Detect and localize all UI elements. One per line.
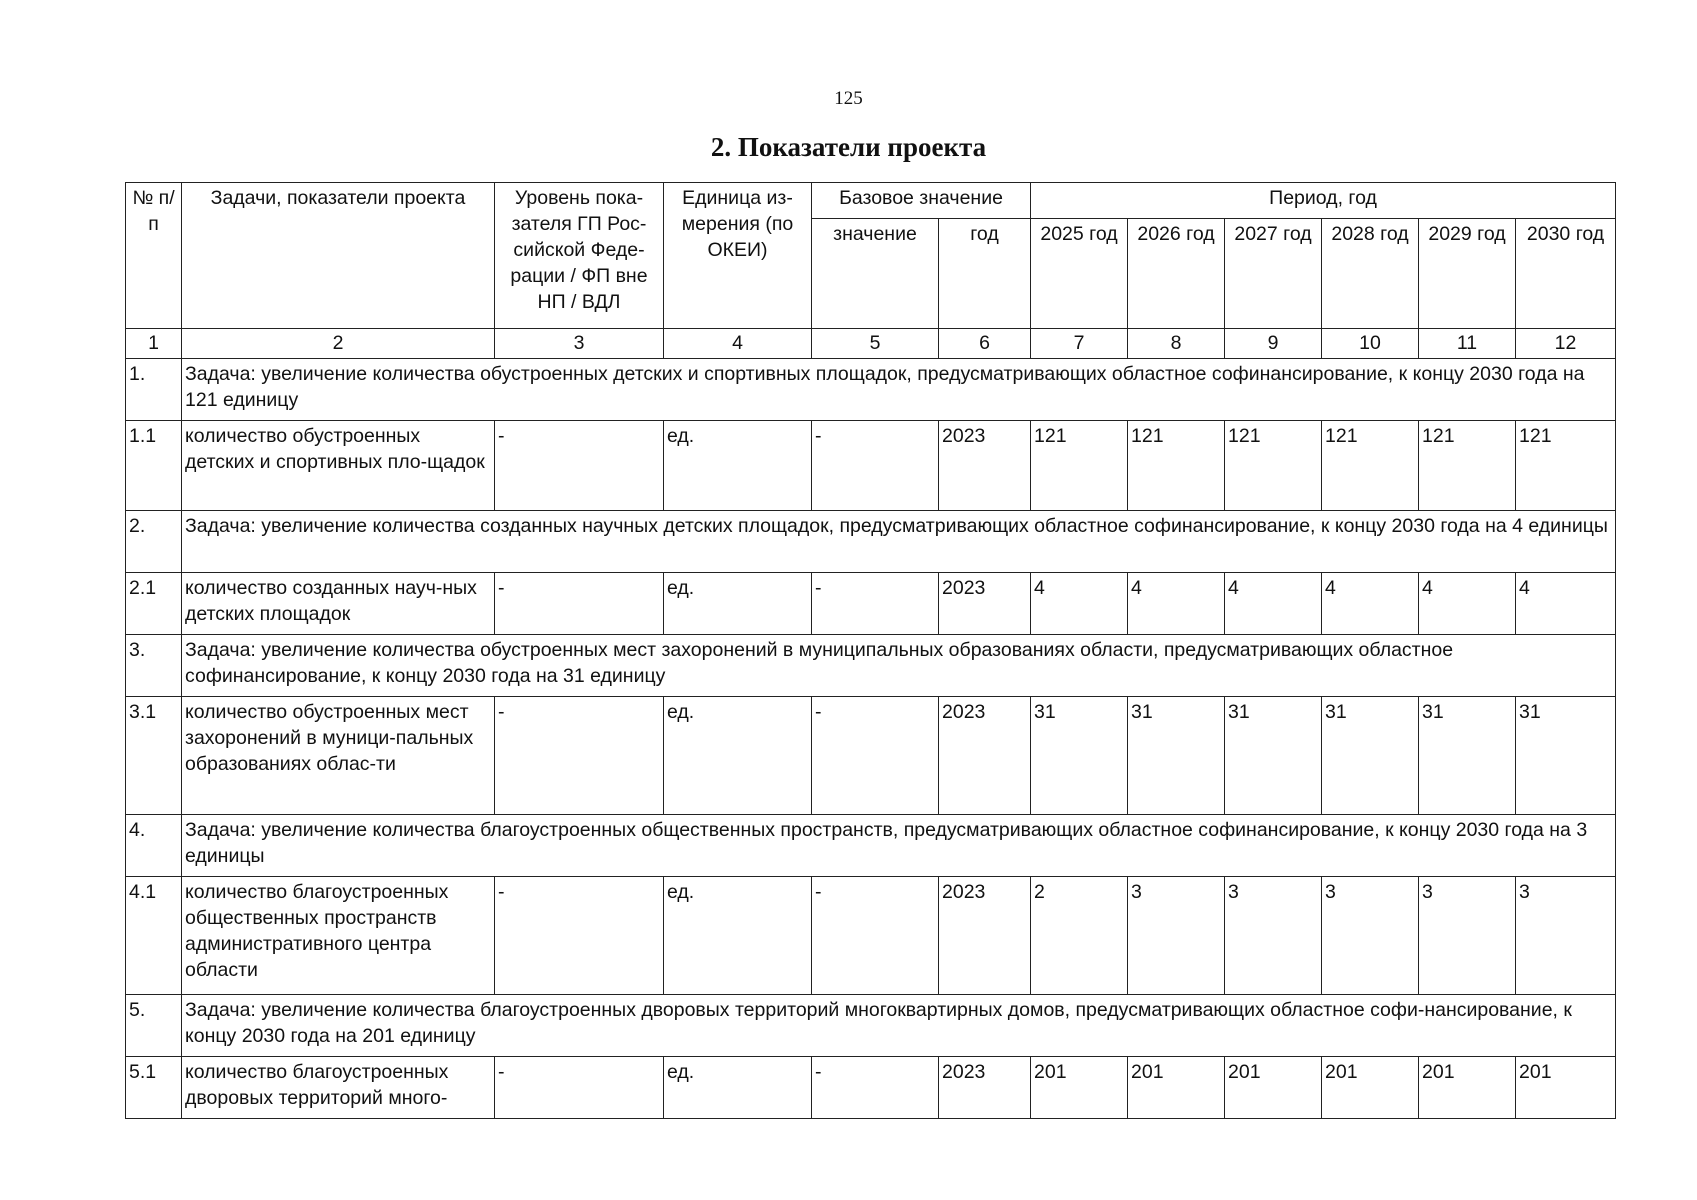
task-text: Задача: увеличение количества обустроенных мест захоронений в муниципальных образованиях области, предусматривающих областное софинансирование, к концу 2030 года на 31 единицу <box>182 635 1616 697</box>
column-number: 6 <box>939 329 1031 359</box>
task-text: Задача: увеличение количества созданных научных детских площадок, предусматривающих областное софинансирование, к концу 2030 года на 4 единицы <box>182 511 1616 573</box>
indicator-value: 4 <box>1419 573 1516 635</box>
indicator-base-value: - <box>812 697 939 815</box>
indicator-value: 2 <box>1031 877 1128 995</box>
indicator-value: 31 <box>1419 697 1516 815</box>
indicator-unit: ед. <box>664 573 812 635</box>
indicator-row <box>126 877 1616 995</box>
header-base: Базовое значение <box>812 183 1031 219</box>
indicator-name: количество обустроенных мест захоронений в муници-пальных образованиях облас-ти <box>182 697 495 815</box>
indicator-base-value: - <box>812 1057 939 1119</box>
indicator-value: 201 <box>1128 1057 1225 1119</box>
task-number: 2. <box>126 511 182 573</box>
column-number: 7 <box>1031 329 1128 359</box>
task-text: Задача: увеличение количества обустроенных детских и спортивных площадок, предусматривающих областное софинансирование, к концу 2030 года на 121 единицу <box>182 359 1616 421</box>
indicator-value: 31 <box>1225 697 1322 815</box>
header-year: 2025 год <box>1031 219 1128 329</box>
indicator-value: 3 <box>1322 877 1419 995</box>
indicator-base-year: 2023 <box>939 421 1031 511</box>
task-text: Задача: увеличение количества благоустроенных дворовых территорий многоквартирных домов, предусматривающих областное софи-нансирование, к концу 2030 года на 201 единицу <box>182 995 1616 1057</box>
indicator-number: 1.1 <box>126 421 182 511</box>
column-numbers-row <box>126 329 1616 359</box>
indicator-value: 4 <box>1225 573 1322 635</box>
indicator-level: - <box>495 877 664 995</box>
task-row <box>126 511 1616 573</box>
header-year: 2028 год <box>1322 219 1419 329</box>
page-title: 2. Показатели проекта <box>710 132 987 162</box>
indicator-level: - <box>495 697 664 815</box>
column-number: 5 <box>812 329 939 359</box>
indicator-value: 3 <box>1128 877 1225 995</box>
task-number: 3. <box>126 635 182 697</box>
header-level: Уровень пока-зателя ГП Рос-сийской Феде-рации / ФП вне НП / ВДЛ <box>495 183 664 329</box>
indicator-base-year: 2023 <box>939 573 1031 635</box>
header-num: № п/п <box>126 183 182 329</box>
indicator-value: 201 <box>1322 1057 1419 1119</box>
column-number: 4 <box>664 329 812 359</box>
task-row <box>126 815 1616 877</box>
header-task: Задачи, показатели проекта <box>182 183 495 329</box>
indicator-unit: ед. <box>664 421 812 511</box>
column-number: 9 <box>1225 329 1322 359</box>
task-row <box>126 635 1616 697</box>
column-number: 12 <box>1516 329 1616 359</box>
indicator-value: 4 <box>1128 573 1225 635</box>
indicator-name: количество обустроенных детских и спортивных пло-щадок <box>182 421 495 511</box>
indicator-value: 201 <box>1225 1057 1322 1119</box>
indicator-row <box>126 573 1616 635</box>
indicator-level: - <box>495 421 664 511</box>
indicator-unit: ед. <box>664 1057 812 1119</box>
page-number: 125 <box>834 88 863 109</box>
indicator-base-value: - <box>812 877 939 995</box>
indicator-value: 121 <box>1225 421 1322 511</box>
indicator-base-year: 2023 <box>939 877 1031 995</box>
task-text: Задача: увеличение количества благоустроенных общественных пространств, предусматривающих областное софинансирование, к концу 2030 года на 3 единицы <box>182 815 1616 877</box>
header-base-year: год <box>939 219 1031 329</box>
indicator-value: 31 <box>1128 697 1225 815</box>
indicator-base-value: - <box>812 573 939 635</box>
column-number: 10 <box>1322 329 1419 359</box>
header-base-value: значение <box>812 219 939 329</box>
indicator-level: - <box>495 573 664 635</box>
header-year: 2029 год <box>1419 219 1516 329</box>
indicator-value: 121 <box>1031 421 1128 511</box>
indicator-value: 3 <box>1419 877 1516 995</box>
header-period: Период, год <box>1031 183 1616 219</box>
indicator-unit: ед. <box>664 697 812 815</box>
indicator-name: количество благоустроенных дворовых территорий много- <box>182 1057 495 1119</box>
task-number: 5. <box>126 995 182 1057</box>
indicator-value: 121 <box>1128 421 1225 511</box>
indicator-row <box>126 697 1616 815</box>
column-number: 3 <box>495 329 664 359</box>
indicators-table <box>125 182 1616 1119</box>
task-number: 1. <box>126 359 182 421</box>
indicator-value: 201 <box>1031 1057 1128 1119</box>
indicator-row <box>126 1057 1616 1119</box>
indicator-value: 3 <box>1225 877 1322 995</box>
indicator-name: количество благоустроенных общественных пространств административного центра области <box>182 877 495 995</box>
indicator-value: 121 <box>1419 421 1516 511</box>
indicator-value: 31 <box>1516 697 1616 815</box>
header-year: 2030 год <box>1516 219 1616 329</box>
indicator-value: 201 <box>1516 1057 1616 1119</box>
indicator-base-value: - <box>812 421 939 511</box>
indicator-name: количество созданных науч-ных детских площадок <box>182 573 495 635</box>
header-year: 2027 год <box>1225 219 1322 329</box>
task-row <box>126 995 1616 1057</box>
indicator-value: 31 <box>1322 697 1419 815</box>
indicator-value: 121 <box>1322 421 1419 511</box>
column-number: 2 <box>182 329 495 359</box>
header-unit: Единица из-мерения (по ОКЕИ) <box>664 183 812 329</box>
indicator-base-year: 2023 <box>939 1057 1031 1119</box>
indicator-number: 4.1 <box>126 877 182 995</box>
indicator-value: 31 <box>1031 697 1128 815</box>
indicator-number: 3.1 <box>126 697 182 815</box>
indicator-number: 5.1 <box>126 1057 182 1119</box>
indicator-value: 201 <box>1419 1057 1516 1119</box>
header-year: 2026 год <box>1128 219 1225 329</box>
indicator-value: 4 <box>1031 573 1128 635</box>
indicator-number: 2.1 <box>126 573 182 635</box>
indicator-value: 4 <box>1322 573 1419 635</box>
task-row <box>126 359 1616 421</box>
column-number: 1 <box>126 329 182 359</box>
column-number: 8 <box>1128 329 1225 359</box>
indicator-value: 4 <box>1516 573 1616 635</box>
indicator-level: - <box>495 1057 664 1119</box>
indicator-row <box>126 421 1616 511</box>
indicator-value: 121 <box>1516 421 1616 511</box>
indicator-unit: ед. <box>664 877 812 995</box>
task-number: 4. <box>126 815 182 877</box>
indicator-value: 3 <box>1516 877 1616 995</box>
indicator-base-year: 2023 <box>939 697 1031 815</box>
column-number: 11 <box>1419 329 1516 359</box>
